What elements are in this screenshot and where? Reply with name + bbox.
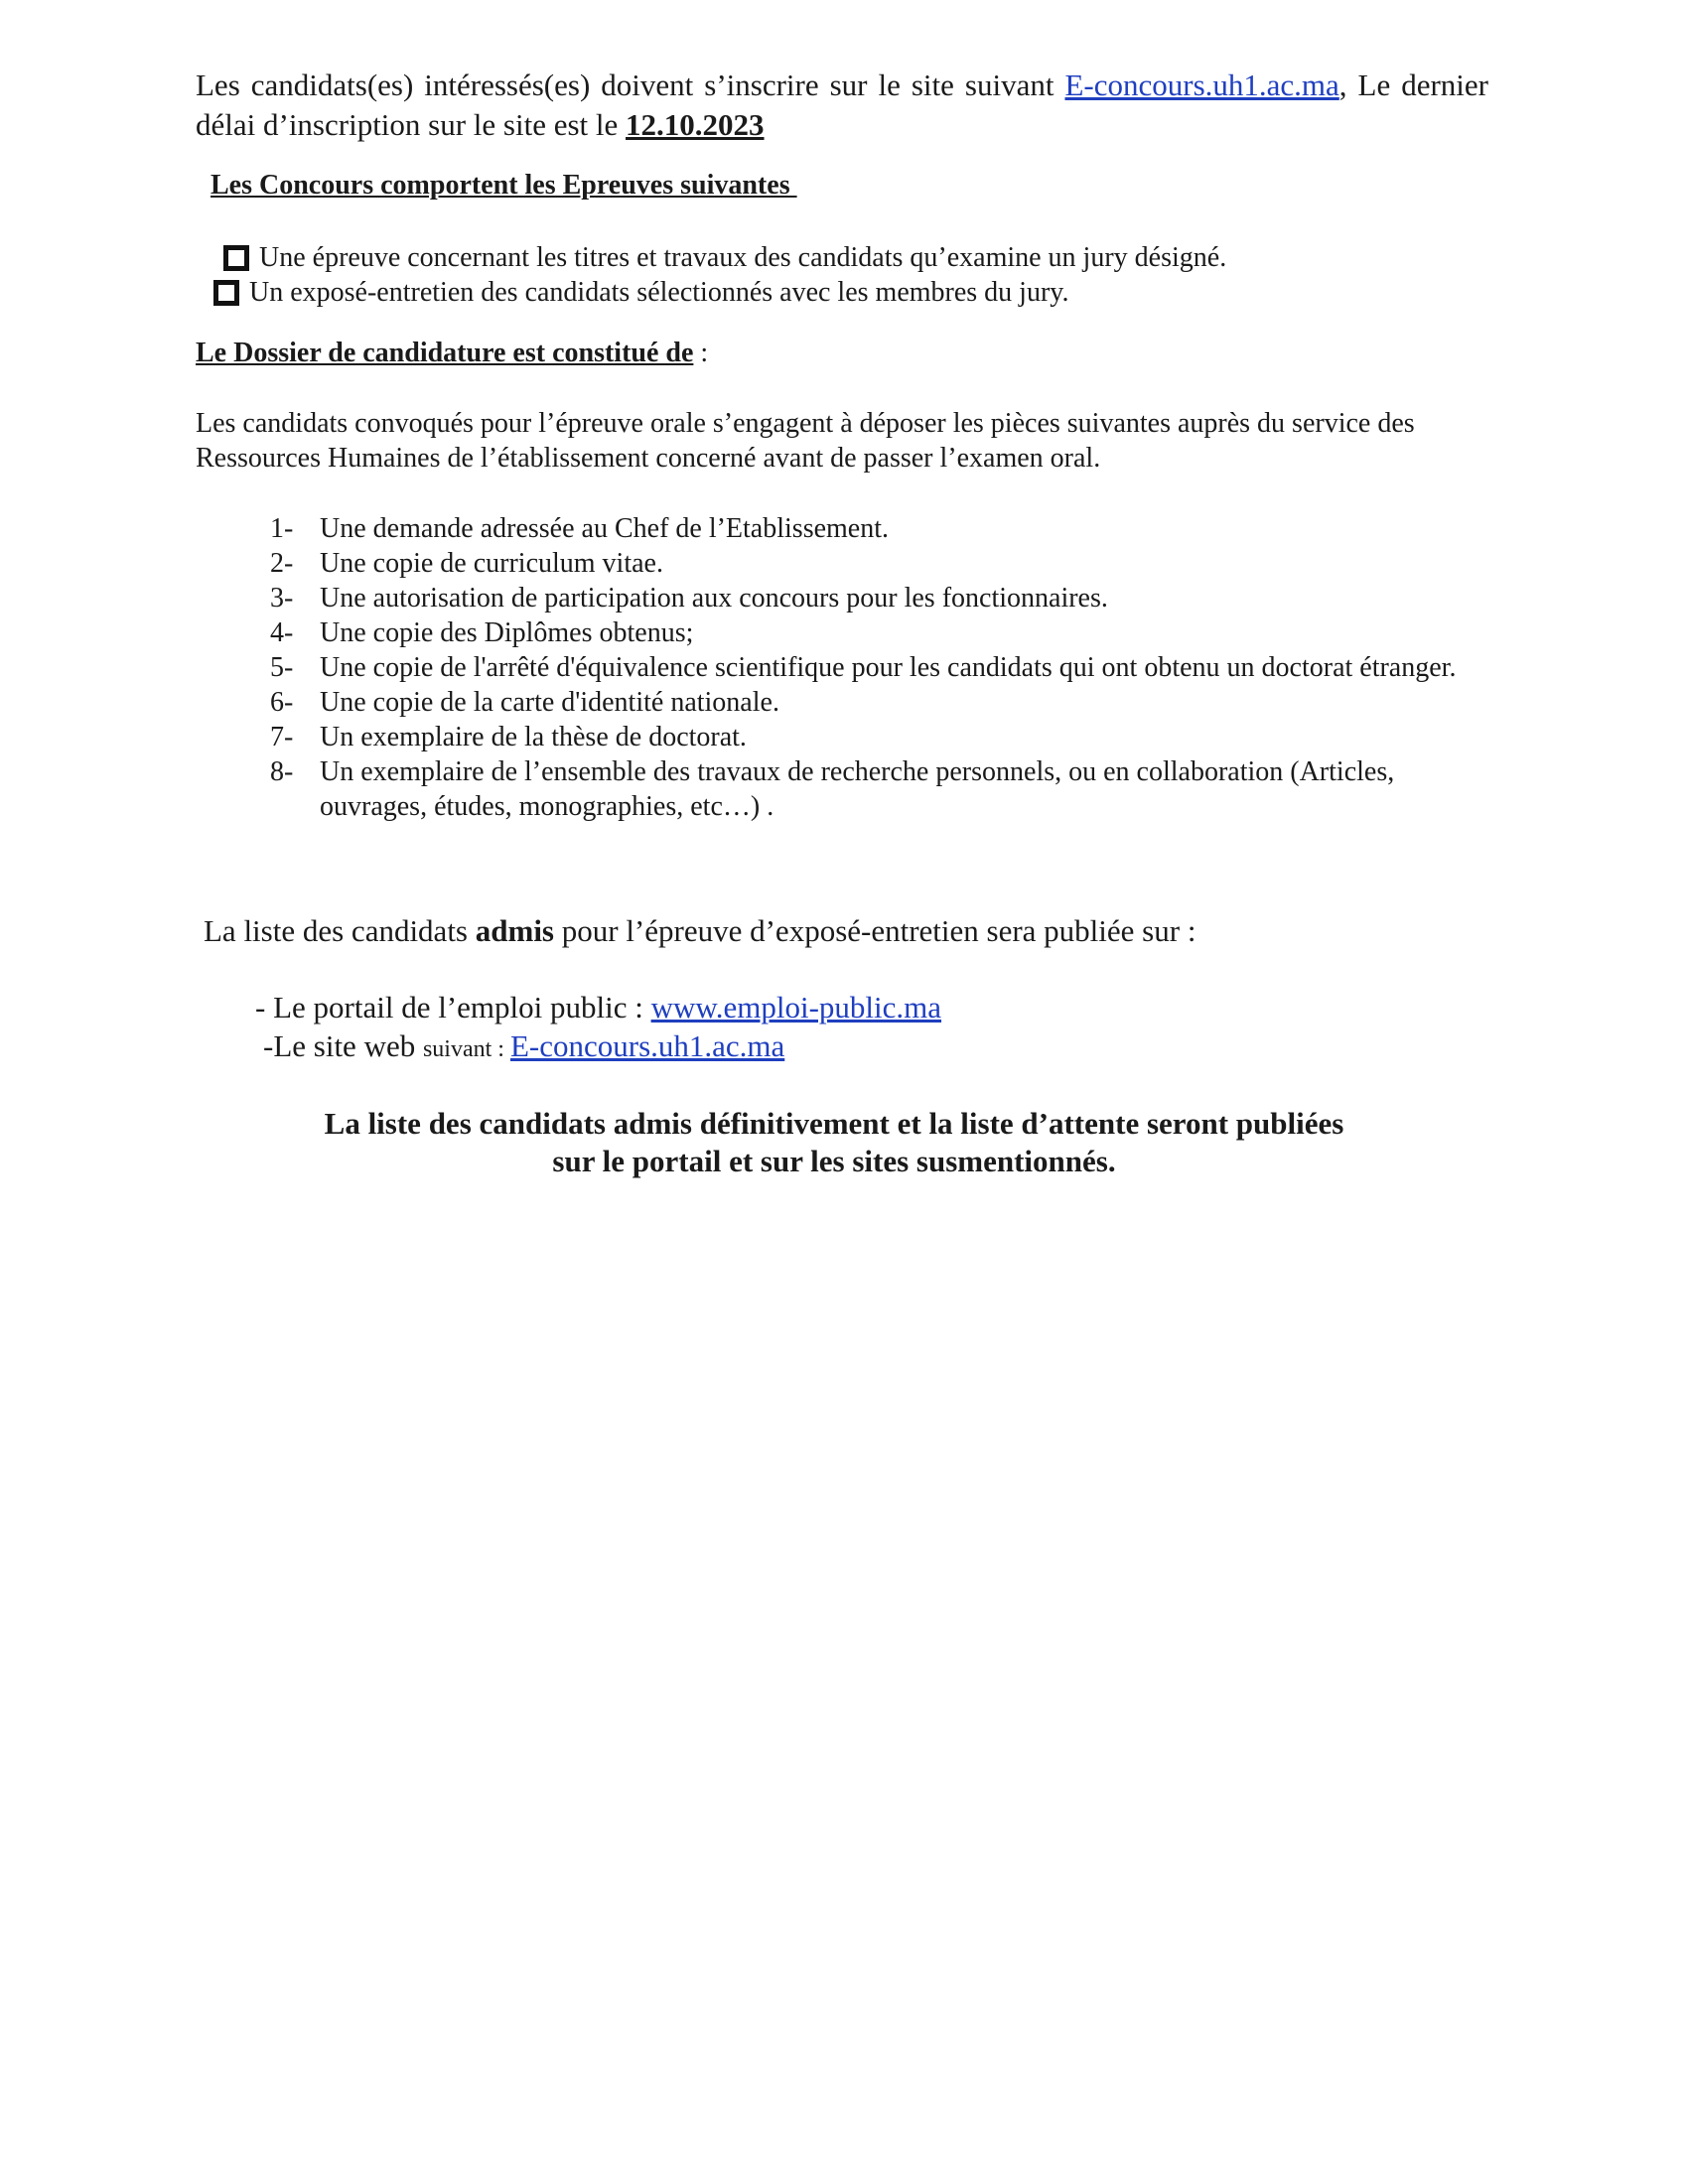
site-line xyxy=(263,1026,784,1069)
epreuves-heading: Les Concours comportent les Epreuves suivantes xyxy=(211,170,797,201)
portal-line xyxy=(255,988,941,1027)
square-bullet-icon xyxy=(223,245,249,271)
intro-text: Les candidats(es) intéressés(es) doivent s’inscrire sur le site suivant xyxy=(196,68,1065,102)
list-item xyxy=(270,511,1491,546)
list-item xyxy=(270,615,1491,650)
list-number: 6- xyxy=(270,687,294,718)
list-number: 3- xyxy=(270,583,294,614)
final-note xyxy=(199,1105,1470,1180)
publication-intro xyxy=(204,911,1196,951)
list-text: Une copie des Diplômes obtenus; xyxy=(320,617,694,648)
epreuves-list xyxy=(223,240,1226,310)
econcours-link-bottom[interactable]: E-concours.uh1.ac.ma xyxy=(509,1028,785,1063)
list-text: Une demande adressée au Chef de l’Etablissement. xyxy=(320,513,890,544)
final-note-line: sur le portail et sur les sites susmentionnés. xyxy=(552,1144,1116,1178)
epreuve-text: Un exposé-entretien des candidats sélectionnés avec les membres du jury. xyxy=(249,277,1069,308)
list-item xyxy=(270,546,1491,581)
list-text: Une autorisation de participation aux concours pour les fonctionnaires. xyxy=(320,583,1108,614)
list-number: 5- xyxy=(270,652,294,683)
publication-text: La liste des candidats xyxy=(204,913,476,948)
emploi-public-link[interactable]: www.emploi-public.ma xyxy=(650,990,942,1024)
list-number: 2- xyxy=(270,548,294,579)
publication-text-continued: pour l’épreuve d’exposé-entretien sera publiée sur : xyxy=(554,913,1196,948)
list-text: Une copie de l'arrêté d'équivalence scientifique pour les candidats qui ont obtenu un doctorat étranger. xyxy=(320,652,1457,683)
list-text: Un exemplaire de la thèse de doctorat. xyxy=(320,722,747,752)
econcours-link[interactable]: E-concours.uh1.ac.ma xyxy=(1064,68,1339,102)
dossier-paragraph: Les candidats convoqués pour l’épreuve orale s’engagent à déposer les pièces suivantes auprès du service des Ressources Humaines de l’établissement concerné avant de passer l’examen oral. xyxy=(196,408,1415,474)
final-note-line: La liste des candidats admis définitivement et la liste d’attente seront publiées xyxy=(324,1106,1344,1141)
portal-label: - Le portail de l’emploi public : xyxy=(255,990,651,1024)
deadline-date: 12.10.2023 xyxy=(626,107,765,142)
dossier-pieces-list xyxy=(270,511,1491,824)
site-label: -Le site web xyxy=(263,1028,423,1063)
epreuve-item xyxy=(213,275,1226,310)
dossier-heading-text: Le Dossier de candidature est constitué de xyxy=(196,338,694,368)
list-item xyxy=(270,685,1491,720)
site-label-small: suivant : xyxy=(422,1036,510,1062)
square-bullet-icon xyxy=(213,280,239,306)
list-text: Une copie de la carte d'identité nationale. xyxy=(320,687,779,718)
list-text: Une copie de curriculum vitae. xyxy=(320,548,663,579)
intro-paragraph xyxy=(196,66,1488,145)
list-number: 8- xyxy=(270,756,294,787)
dossier-heading xyxy=(196,338,708,369)
dossier-heading-suffix: : xyxy=(693,338,709,368)
list-number: 4- xyxy=(270,617,294,648)
list-text: Un exemplaire de l’ensemble des travaux de recherche personnels, ou en collaboration (Articles, ouvrages, études, monographies, etc…) . xyxy=(320,756,1395,822)
admis-word: admis xyxy=(475,913,554,948)
list-item xyxy=(270,581,1491,615)
intro-text-continued: , Le dernier délai d’inscription sur le site est le xyxy=(196,68,1489,142)
list-number: 7- xyxy=(270,722,294,752)
epreuve-text: Une épreuve concernant les titres et travaux des candidats qu’examine un jury désigné. xyxy=(259,242,1227,273)
list-item xyxy=(270,650,1491,685)
epreuve-item xyxy=(223,240,1226,275)
list-item xyxy=(270,720,1491,754)
list-number: 1- xyxy=(270,513,294,544)
list-item xyxy=(270,754,1491,824)
